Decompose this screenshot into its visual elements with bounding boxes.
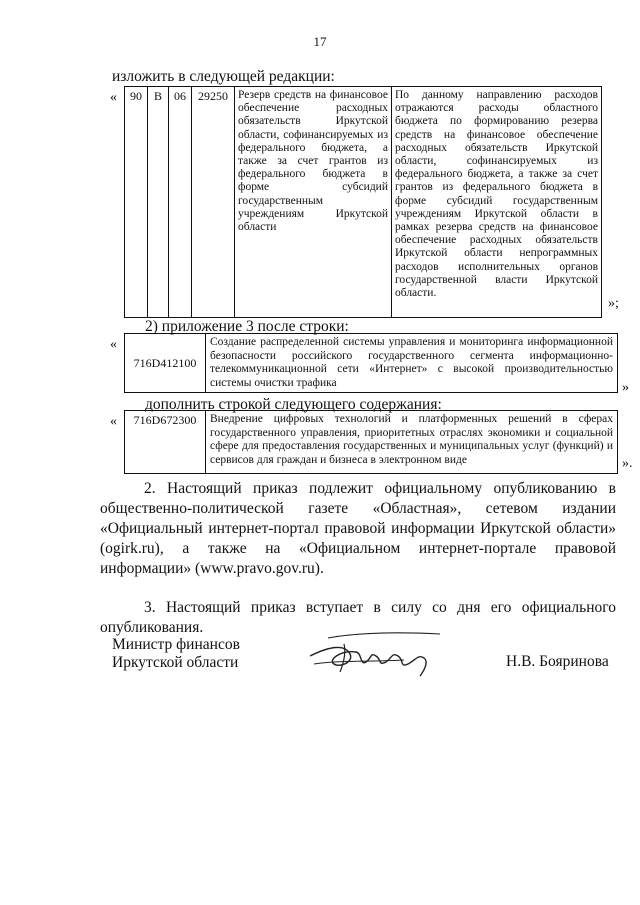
table-row bbox=[125, 87, 602, 318]
section-2-lead: 2) приложение 3 после строки: bbox=[145, 318, 349, 335]
table-section-3 bbox=[124, 410, 618, 474]
section-3-open-quote: « bbox=[110, 414, 117, 429]
cell-description: По данному направлению расходов отражаются расходы областного бюджета по формированию резерва средств на финансовое обеспечение расходных обязательств Иркутской области, софинансируемых из федерального бюджета, а также за счет грантов из федерального бюджета в форме субсидий государственным учреждениям Иркутской области в рамках резерва средств на финансовое обеспечение расходных обязательств Иркутской области непрограммных расходов исполнительных органов государственной власти Иркутской области. bbox=[392, 87, 602, 318]
cell-code: 716D412100 bbox=[125, 334, 206, 393]
signer-name: Н.В. Бояринова bbox=[506, 653, 609, 670]
cell-col1: 90 bbox=[125, 87, 148, 318]
signer-title-line1: Министр финансов bbox=[112, 636, 240, 653]
cell-text: Создание распределенной системы управления и мониторинга информационной безопасности российского государственного сегмента информационно-телекоммуникационной сети «Интернет» с высокой производительностью системы очистки трафика bbox=[206, 334, 618, 393]
section-1-open-quote: « bbox=[110, 90, 117, 105]
table-row bbox=[125, 334, 618, 393]
section-2-open-quote: « bbox=[110, 337, 117, 352]
table-section-2 bbox=[124, 333, 618, 393]
section-2-close-quote: » bbox=[622, 380, 629, 395]
cell-col4: 29250 bbox=[192, 87, 235, 318]
paragraph-effective: 3. Настоящий приказ вступает в силу со дня его официального опубликования. bbox=[100, 599, 616, 636]
cell-col3: 06 bbox=[169, 87, 192, 318]
cell-name: Резерв средств на финансовое обеспечение расходных обязательств Иркутской области, софинансируемых из федерального бюджета, а также за счет грантов из федерального бюджета в форме субсидий государственным учреждениям Иркутской области bbox=[235, 87, 392, 318]
page-number: 17 bbox=[313, 34, 327, 49]
section-1-lead: изложить в следующей редакции: bbox=[112, 68, 335, 85]
table-row bbox=[125, 411, 618, 474]
cell-text: Внедрение цифровых технологий и платформенных решений в сферах государственного управления, приоритетных отраслях экономики и социальной сфере для предоставления государственных и муниципальных услуг (функций) и сервисов для граждан и бизнеса в электронном виде bbox=[206, 411, 618, 474]
cell-col2: В bbox=[148, 87, 169, 318]
section-3-lead: дополнить строкой следующего содержания: bbox=[145, 396, 442, 413]
section-3-close-quote: ». bbox=[622, 456, 633, 471]
section-1-close-quote: »; bbox=[608, 296, 619, 311]
table-section-1 bbox=[124, 86, 602, 318]
cell-code: 716D672300 bbox=[125, 411, 206, 474]
paragraph-publication: 2. Настоящий приказ подлежит официальному опубликованию в общественно-политической газете «Областная», сетевом издании «Официальный интернет-портал правовой информации Иркутской области» (ogirk.ru), а также на «Официальном интернет-портале правовой информации» (www.pravo.gov.ru). bbox=[100, 480, 616, 577]
signer-title bbox=[112, 636, 240, 672]
handwritten-signature bbox=[300, 626, 450, 686]
signer-title-line2: Иркутской области bbox=[112, 654, 239, 671]
